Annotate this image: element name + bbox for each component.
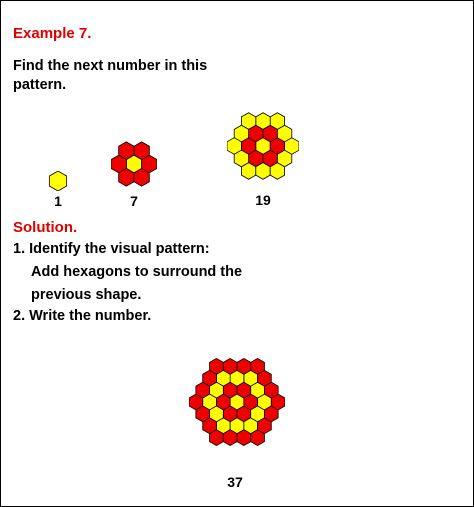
problem-prompt: Find the next number in this pattern.	[13, 58, 208, 93]
figure-37-count: 37	[227, 474, 243, 490]
solution-heading: Solution.	[13, 219, 78, 236]
hexagon-tile	[223, 358, 237, 374]
hexagon-tile	[49, 171, 66, 191]
hexagon-tile	[237, 358, 251, 374]
example-title: Example 7.	[13, 25, 92, 42]
hexagon-figure-1	[48, 171, 68, 191]
figure-7-count: 7	[130, 193, 138, 209]
step-2: 2. Write the number.	[13, 308, 152, 324]
hexagon-figure-7	[111, 139, 157, 189]
hexagon-tile	[111, 155, 126, 173]
step-1-line-3: previous shape.	[31, 287, 142, 303]
figure-19-count: 19	[255, 192, 271, 208]
hexagon-tile	[256, 113, 270, 130]
hexagon-figure-19	[227, 105, 299, 187]
hexagon-tile	[270, 113, 284, 130]
step-1-line-2: Add hexagons to surround the	[31, 264, 243, 280]
hexagon-tile	[237, 430, 251, 446]
hexagon-tile	[203, 418, 217, 434]
hexagon-tile	[234, 150, 248, 167]
hexagon-tile	[256, 163, 270, 180]
hexagon-tile	[223, 430, 237, 446]
step-1-line-1: 1. Identify the visual pattern:	[13, 241, 210, 257]
hexagon-tile	[251, 358, 265, 374]
figure-1-count: 1	[54, 193, 62, 209]
hexagon-tile	[134, 142, 149, 160]
hexagon-figure-37	[189, 348, 285, 456]
